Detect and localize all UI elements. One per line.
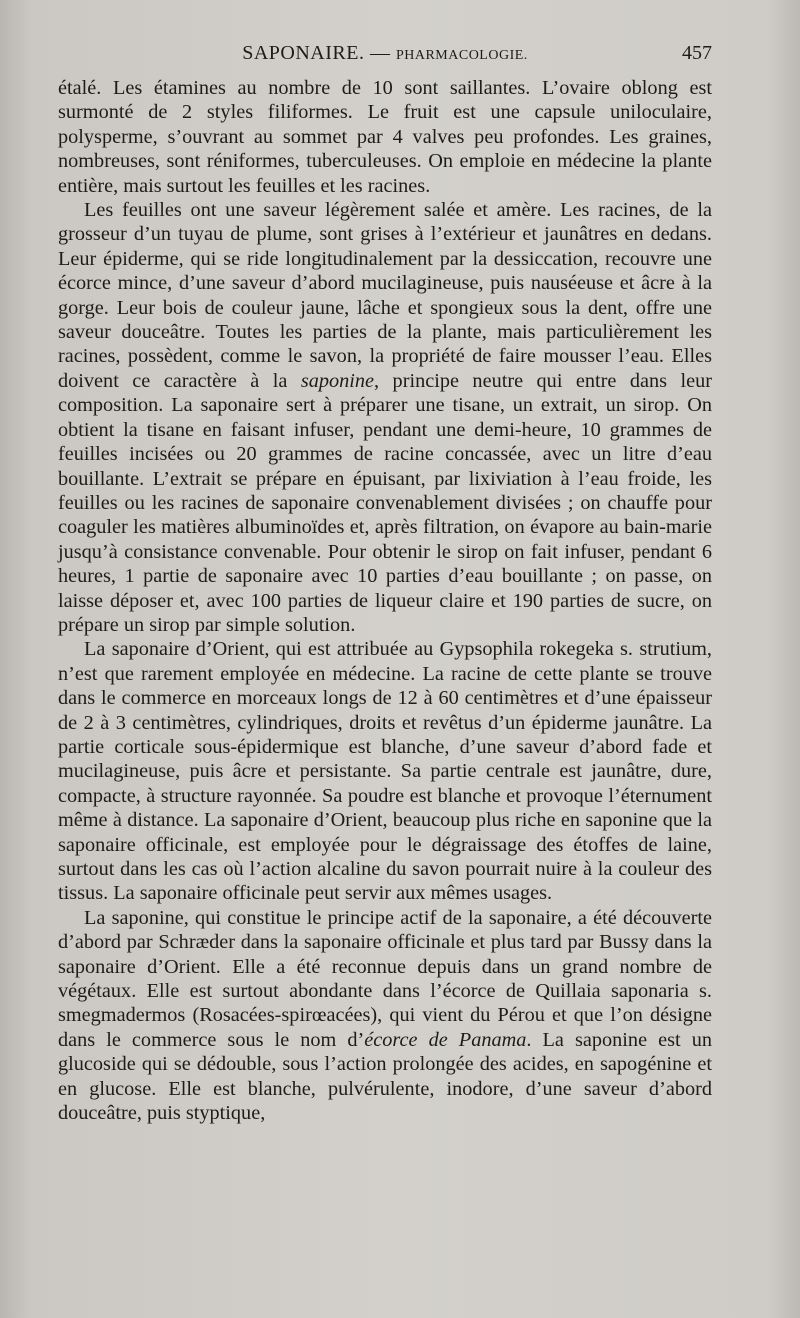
paragraph-4 bbox=[58, 906, 712, 1126]
page-number: 457 bbox=[682, 42, 712, 64]
paragraph-3: La saponaire d’Orient, qui est attribuée au Gypsophila rokegeka s. strutium, n’est que rarement employée en médecine. La racine de cette plante se trouve dans le commerce en morceaux longs de 12 à 60 centimètres et d’une épaisseur de 2 à 3 centimètres, cylindriques, droits et revêtus d’un épiderme jaunâtre. La partie corticale sous-épidermique est blanche, d’une saveur d’abord fade et mucilagineuse, puis âcre et persistante. Sa partie centrale est jaunâtre, dure, compacte, à structure rayonnée. Sa poudre est blanche et provoque l’éternument même à distance. La saponaire d’Orient, beaucoup plus riche en saponine que la saponaire officinale, est employée pour le dégraissage des étoffes de laine, surtout dans les cas où l’action alcaline du savon pourrait nuire à la couleur des tissus. La saponaire officinale peut servir aux mêmes usages. bbox=[58, 638, 712, 905]
body-text bbox=[58, 76, 712, 1125]
paragraph-2-part-2: , principe neutre qui entre dans leur composition. La saponaire sert à préparer une tisane, un extrait, un sirop. On obtient la tisane en faisant infuser, pendant une demi-heure, 10 grammes de feuilles incisées ou 20 grammes de racine concassée, avec un litre d’eau bouillante. L’extrait se prépare en épuisant, par lixiviation à l’eau froide, les feuilles ou les racines de saponaire convenablement divisées ; on chauffe pour coaguler les matières albuminoïdes et, après filtration, on évapore au bain-marie jusqu’à consistance convenable. Pour obtenir le sirop on fait infuser, pendant 6 heures, 1 partie de saponaire avec 10 parties d’eau bouillante ; on passe, on laisse déposer et, avec 100 parties de liqueur claire et 190 parties de sucre, on prépare un sirop par simple solution. bbox=[58, 369, 712, 636]
paragraph-2-part-1: Les feuilles ont une saveur légèrement salée et amère. Les racines, de la grosseur d’un tuyau de plume, sont grises à l’extérieur et jaunâtres en dedans. Leur épiderme, qui se ride longitudinalement par la dessiccation, recouvre une écorce mince, d’une saveur d’abord mucilagineuse, puis nauséeuse et âcre à la gorge. Leur bois de couleur jaune, lâche et spongieux sous la dent, offre une saveur douceâtre. Toutes les parties de la plante, mais particulièrement les racines, possèdent, comme le savon, la propriété de faire mousser l’eau. Elles doivent ce caractère à la bbox=[58, 199, 712, 392]
header-title: SAPONAIRE. — bbox=[242, 42, 391, 64]
running-title bbox=[58, 42, 712, 65]
running-header bbox=[58, 40, 712, 70]
paragraph-4-italic: écorce de Panama bbox=[364, 1028, 527, 1051]
paragraph-1: étalé. Les étamines au nombre de 10 sont saillantes. L’ovaire oblong est surmonté de 2 styles filiformes. Le fruit est une capsule uniloculaire, polysperme, s’ouvrant au sommet par 4 valves peu profondes. Les graines, nombreuses, sont réniformes, tuberculeuses. On emploie en médecine la plante entière, mais surtout les feuilles et les racines. bbox=[58, 77, 712, 197]
header-subtitle: PHARMACOLOGIE. bbox=[395, 48, 528, 63]
paragraph-4-part-2: . La saponine est un glucoside qui se dédouble, sous l’action prolongée des acides, en sapogénine et en glucose. Elle est blanche, pulvérulente, inodore, d’une saveur d’abord douceâtre, puis styptique, bbox=[58, 1028, 712, 1125]
paragraph-4-part-1: La saponine, qui constitue le principe actif de la saponaire, a été découverte d’abord par Schræder dans la saponaire officinale et plus tard par Bussy dans la saponaire d’Orient. Elle a été reconnue depuis dans un grand nombre de végétaux. Elle est surtout abondante dans l’écorce de Quillaia saponaria s. smegmadermos (Rosacées-spirœacées), qui vient du Pérou et que l’on désigne dans le commerce sous le nom d’ bbox=[58, 906, 712, 1051]
paragraph-2 bbox=[58, 198, 712, 637]
paragraph-2-italic: saponine bbox=[300, 369, 375, 392]
